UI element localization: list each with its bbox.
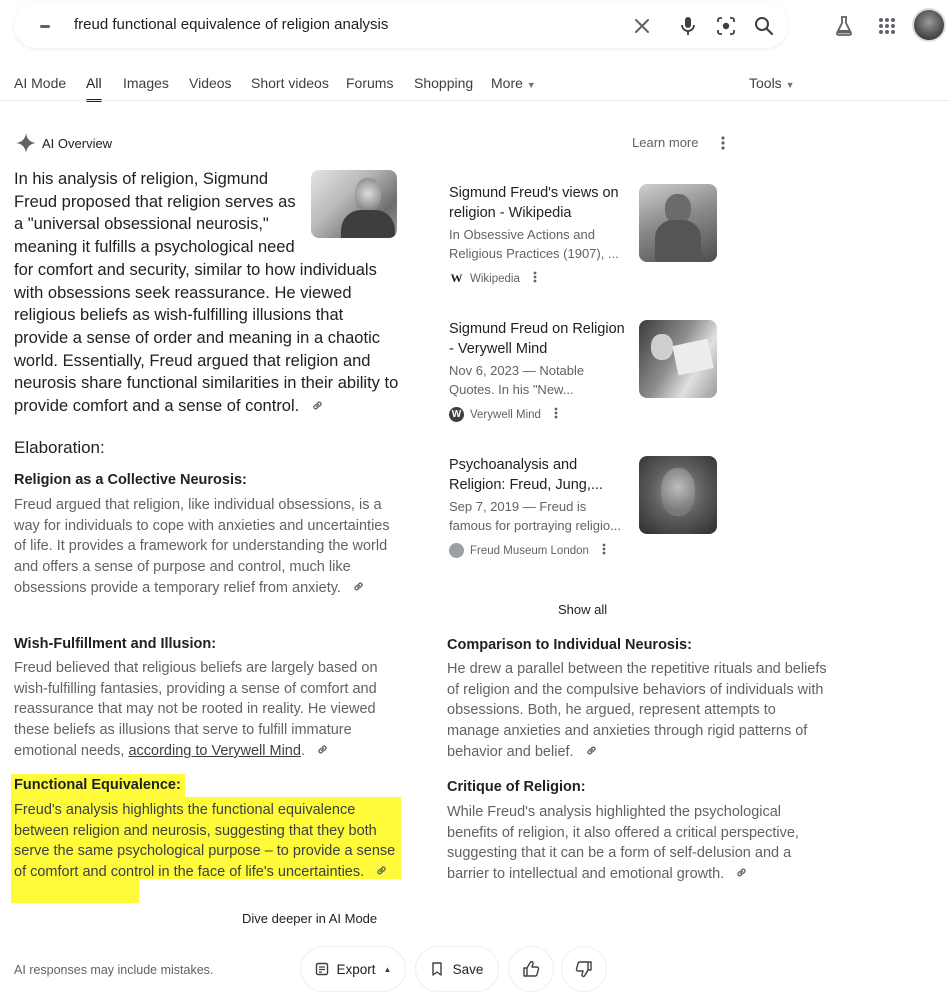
source-meta	[449, 406, 559, 423]
more-options-icon[interactable]	[532, 270, 538, 287]
more-options-icon[interactable]	[601, 542, 607, 559]
section-body	[447, 802, 822, 885]
source-card[interactable]	[449, 184, 719, 294]
painting-face	[661, 468, 695, 516]
source-meta	[449, 270, 538, 287]
source-title[interactable]: Psychoanalysis and Religion: Freud, Jung,...	[449, 457, 603, 493]
link-icon[interactable]	[317, 741, 328, 762]
tab-all[interactable]: All	[86, 75, 102, 91]
dive-deeper-link[interactable]: Dive deeper in AI Mode	[242, 911, 378, 926]
portrait-face	[651, 334, 673, 360]
more-options-icon[interactable]	[553, 406, 559, 423]
wikipedia-icon: W	[450, 271, 463, 285]
ai-overview-title: AI Overview	[42, 135, 113, 151]
highlighted-section-title: Functional Equivalence:	[11, 774, 185, 798]
paper-shape	[672, 339, 713, 376]
portrait-face	[355, 178, 381, 212]
save-label: Save	[452, 961, 484, 977]
search-input[interactable]: freud functional equivalence of religion analysis	[74, 16, 389, 33]
section-text-tail: .	[300, 743, 305, 759]
section-body	[14, 658, 399, 762]
mic-icon[interactable]	[676, 14, 700, 38]
elaboration-heading: Elaboration:	[14, 438, 105, 457]
freud-museum-icon	[449, 543, 464, 558]
lens-icon[interactable]	[714, 14, 738, 38]
tools-button[interactable]	[749, 75, 795, 91]
overview-summary	[14, 168, 399, 418]
verywell-icon: W	[449, 407, 464, 422]
bookmark-icon	[431, 962, 443, 976]
section-body	[14, 495, 396, 599]
tools-label: Tools	[749, 75, 782, 91]
caret-down-icon: ▲	[383, 964, 392, 974]
divider	[0, 100, 950, 101]
section-text: Freud's analysis highlights the functional equivalence between religion and neurosis, suggesting that they both serve the same psychological purpose – to provide a sense of comfort and control in the face of life's uncertainties.	[14, 802, 396, 881]
section-text: While Freud's analysis highlighted the psychological benefits of religion, it also offered a critical perspective, suggesting that it can be a form of self-delusion and a barrier to intellectual and emotional growth.	[447, 804, 799, 883]
verywell-citation-link[interactable]: according to Verywell Mind	[128, 743, 301, 759]
section-body	[447, 659, 832, 763]
section-title: Wish-Fulfillment and Illusion:	[14, 636, 217, 652]
export-icon	[315, 962, 329, 976]
ai-overview-header	[16, 133, 112, 153]
section-text: Freud argued that religion, like individual obsessions, is a way for individuals to cope with anxieties and uncertainties of life. It provides a framework for understanding the world and offers a sense of purpose and control, much like obsessions provide a temporary relief from anxiety.	[14, 497, 390, 596]
source-title[interactable]: Sigmund Freud's views on religion - Wikipedia	[449, 185, 619, 221]
tab-images[interactable]: Images	[123, 75, 169, 91]
tab-videos[interactable]: Videos	[189, 75, 232, 91]
more-options-icon[interactable]	[719, 134, 727, 157]
source-card[interactable]	[449, 320, 719, 430]
source-meta	[449, 542, 607, 559]
tab-short-videos[interactable]: Short videos	[251, 75, 329, 91]
link-icon[interactable]	[312, 395, 323, 418]
summary-text: In his analysis of religion, Sigmund Freud proposed that religion serves as a "universal obsessional neurosis," meaning it fulfills a psychological need for comfort and security, similar to how individuals with obsessions seek reassurance. He viewed religious beliefs as wish-fulfilling illusions that provide a sense of order and meaning in a chaotic world. Essentially, Freud argued that religion and neurosis share functional similarities in their ability to provide comfort and a sense of control.	[14, 170, 399, 416]
source-snippet: Nov 6, 2023 — Notable Quotes. In his "New...	[449, 363, 585, 397]
source-site: Freud Museum London	[470, 544, 589, 557]
avatar[interactable]	[912, 8, 946, 42]
tab-more-label: More	[491, 75, 523, 91]
link-icon[interactable]	[376, 862, 387, 883]
thumbs-up-button[interactable]	[508, 946, 554, 992]
link-icon[interactable]	[736, 864, 747, 885]
tab-more[interactable]	[491, 75, 536, 91]
export-button[interactable]	[300, 946, 406, 992]
tab-ai-mode[interactable]: AI Mode	[14, 75, 67, 91]
source-card[interactable]	[449, 456, 719, 566]
link-icon[interactable]	[353, 578, 364, 599]
search-mode-icon	[40, 25, 50, 28]
section-title: Religion as a Collective Neurosis:	[14, 472, 247, 488]
show-all-button[interactable]: Show all	[558, 602, 608, 617]
source-thumbnail[interactable]	[639, 320, 717, 398]
caret-down-icon: ▼	[526, 80, 536, 90]
search-tabs	[0, 72, 950, 102]
close-icon[interactable]	[630, 14, 654, 38]
learn-more-link[interactable]: Learn more	[632, 135, 699, 150]
statue-silhouette	[655, 220, 701, 262]
source-thumbnail[interactable]	[639, 184, 717, 262]
section-text: Freud believed that religious beliefs are largely based on wish-fulfilling fantasies, providing a sense of comfort and reassurance that may not be rooted in reality. He viewed these beliefs as illusions that serve to fulfill immature emotional needs,	[14, 660, 378, 759]
ai-disclaimer: AI responses may include mistakes.	[14, 963, 214, 977]
highlighted-section-body	[14, 800, 406, 883]
search-icon[interactable]	[752, 14, 776, 38]
thumbs-down-button[interactable]	[561, 946, 607, 992]
source-thumbnail[interactable]	[639, 456, 717, 534]
apps-grid-icon[interactable]	[875, 14, 899, 38]
flask-icon[interactable]	[832, 14, 856, 38]
source-snippet: In Obsessive Actions and Religious Practices (1907), ...	[449, 227, 619, 261]
search-bar[interactable]	[14, 2, 788, 48]
caret-down-icon: ▼	[785, 80, 795, 90]
source-snippet: Sep 7, 2019 — Freud is famous for portraying religio...	[449, 499, 621, 533]
tab-shopping[interactable]: Shopping	[414, 75, 474, 91]
section-title: Critique of Religion:	[447, 779, 586, 795]
thumbs-down-icon	[575, 960, 593, 978]
source-site: Wikipedia	[470, 272, 520, 285]
section-text: He drew a parallel between the repetitive rituals and beliefs of religion and the compulsive behaviors of individuals with obsessions. Both, he argued, represent attempts to manage anxieties and anxieties through rigid patterns of behavior and belief.	[447, 661, 827, 760]
thumbs-up-icon	[522, 960, 540, 978]
source-site: Verywell Mind	[470, 408, 541, 421]
save-button[interactable]	[415, 946, 499, 992]
portrait-body	[341, 210, 395, 238]
source-title[interactable]: Sigmund Freud on Religion - Verywell Mind	[449, 321, 625, 357]
link-icon[interactable]	[586, 742, 597, 763]
freud-portrait-thumbnail[interactable]	[311, 170, 397, 238]
sparkle-icon	[16, 133, 36, 153]
section-title: Comparison to Individual Neurosis:	[447, 637, 692, 653]
export-label: Export	[336, 961, 376, 977]
tab-forums[interactable]: Forums	[346, 75, 394, 91]
